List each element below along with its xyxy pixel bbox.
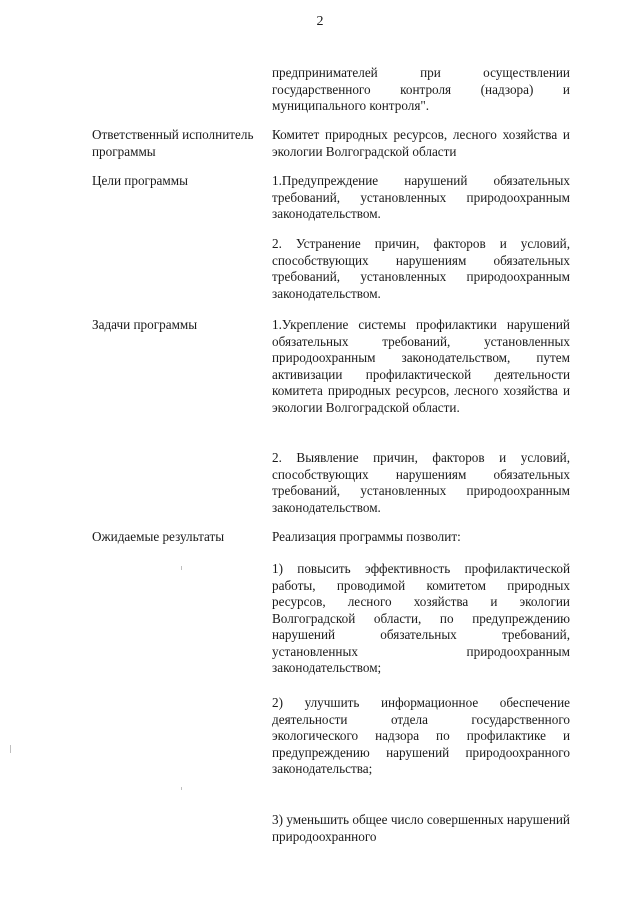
goal-1-text: 1.Предупреждение нарушений обязательных требований, установленных природоохранным законодательством. [272, 173, 570, 221]
result-3-text: 3) уменьшить общее число совершенных нарушений природоохранного [272, 812, 570, 844]
content-result-1 [272, 561, 570, 677]
content-goals [272, 173, 570, 223]
label-expected-results: Ожидаемые результаты [92, 529, 225, 544]
task-1-text: 1.Укрепление системы профилактики нарушений обязательных требований, установленных природоохранным законодательством, путем активизации профилактической деятельности комитета природных ресурсов, лесного хозяйства и экологии Волгоградской области. [272, 317, 570, 415]
intro-text: предпринимателей при осуществлении государственного контроля (надзора) и муниципального контроля". [272, 65, 570, 113]
content-result-3 [272, 812, 570, 845]
scan-speck [10, 745, 11, 753]
intro-continuation [272, 65, 570, 115]
content-expected-results-intro [272, 529, 570, 546]
result-1-text: 1) повысить эффективность профилактической работы, проводимой комитетом природных ресурсов, лесного хозяйства и экологии Волгоградской области, по предупреждению нарушений обязательных требований, установленных природоохранным законодательством; [272, 561, 570, 675]
content-responsible-executor [272, 127, 570, 160]
content-goals-2 [272, 236, 570, 302]
task-2-text: 2. Выявление причин, факторов и условий, способствующих нарушениям обязательных требований, установленных природоохранным законодательством. [272, 450, 570, 515]
content-tasks-2 [272, 450, 570, 516]
content-tasks [272, 317, 570, 416]
label-goals: Цели программы [92, 173, 188, 188]
content-result-2 [272, 695, 570, 778]
page-number: 2 [316, 14, 324, 29]
result-2-text: 2) улучшить информационное обеспечение деятельности отдела государственного экологического надзора по профилактике и предупреждению нарушений природоохранного законодательства; [272, 695, 570, 776]
responsible-executor-text: Комитет природных ресурсов, лесного хозяйства и экологии Волгоградской области [272, 127, 570, 159]
results-intro-text: Реализация программы позволит: [272, 529, 461, 544]
label-tasks: Задачи программы [92, 317, 198, 332]
goal-2-text: 2. Устранение причин, факторов и условий, способствующих нарушениям обязательных требований, установленных природоохранным законодательством. [272, 236, 570, 301]
label-responsible-executor: Ответственный исполнитель программы [92, 127, 254, 159]
scan-speck [181, 566, 182, 570]
scan-speck [181, 787, 182, 790]
